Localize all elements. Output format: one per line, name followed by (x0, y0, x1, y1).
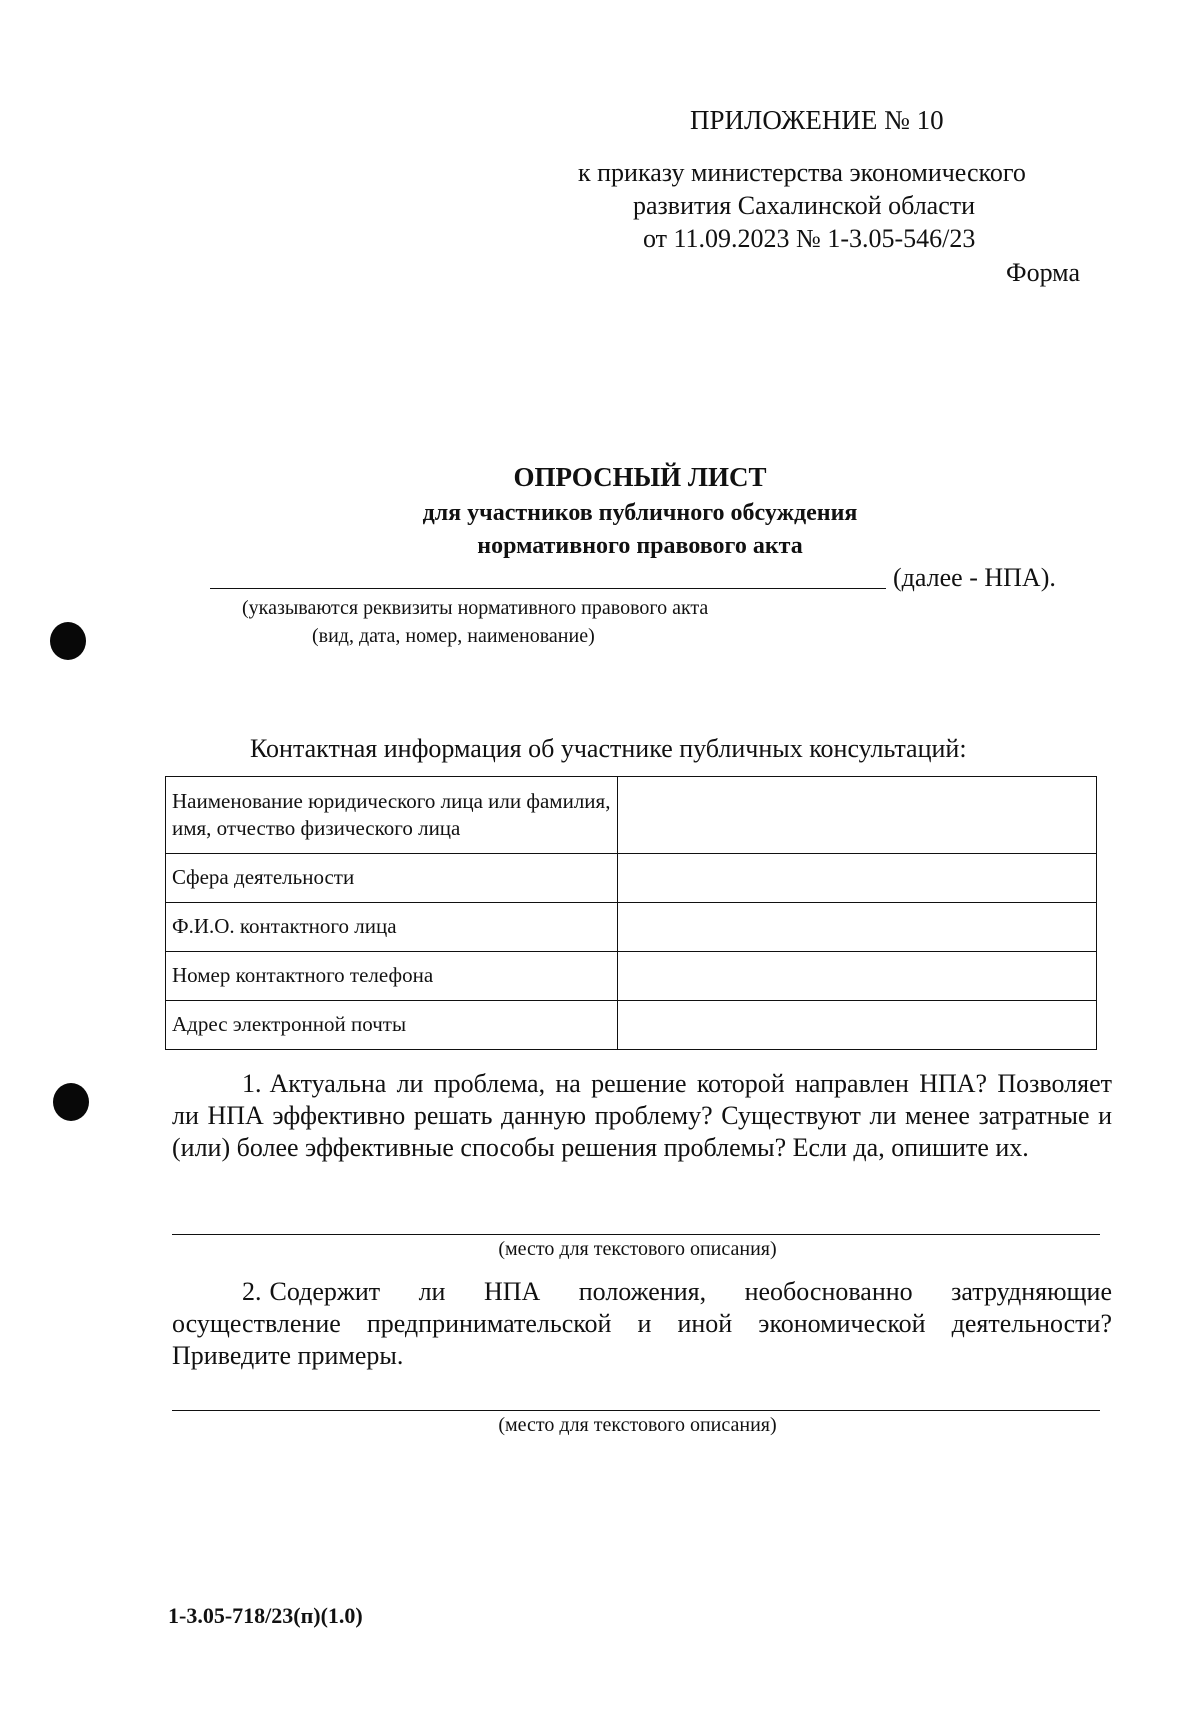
contact-value-activity[interactable] (618, 854, 1097, 903)
document-subtitle-2: нормативного правового акта (477, 533, 803, 559)
contact-value-name[interactable] (618, 777, 1097, 854)
question-1-number: 1. (242, 1069, 262, 1098)
act-hint-line-2: (вид, дата, номер, наименование) (312, 625, 595, 647)
answer-2-field[interactable] (172, 1410, 1100, 1411)
answer-1-hint: (место для текстового описания) (498, 1238, 777, 1260)
table-row (166, 854, 1097, 903)
punch-hole-top (50, 622, 86, 660)
document-code: 1-3.05-718/23(п)(1.0) (168, 1603, 363, 1628)
contact-value-phone[interactable] (618, 952, 1097, 1001)
table-row (166, 952, 1097, 1001)
document-title: ОПРОСНЫЙ ЛИСТ (513, 462, 767, 492)
question-1 (172, 1068, 1112, 1165)
document-subtitle-1: для участников публичного обсуждения (422, 500, 858, 526)
question-2 (172, 1276, 1112, 1373)
act-suffix: (далее - НПА). (893, 563, 1056, 592)
appendix-number: ПРИЛОЖЕНИЕ № 10 (690, 105, 944, 135)
table-row (166, 777, 1097, 854)
answer-2-hint: (место для текстового описания) (498, 1414, 777, 1436)
act-requisites-field[interactable] (210, 588, 886, 589)
question-2-text: Содержит ли НПА положения, необоснованно затрудняющие осуществление предпринимательской и иной экономической деятельности? Приведите примеры. (172, 1277, 1112, 1371)
order-reference-line-3: от 11.09.2023 № 1-3.05-546/23 (643, 224, 976, 253)
answer-1-field[interactable] (172, 1234, 1100, 1235)
order-reference-line-1: к приказу министерства экономического (578, 158, 1026, 187)
table-row (166, 1001, 1097, 1050)
contact-label-phone: Номер контактного телефона (166, 952, 618, 1001)
question-2-number: 2. (242, 1277, 262, 1306)
contact-value-person[interactable] (618, 903, 1097, 952)
contact-value-email[interactable] (618, 1001, 1097, 1050)
question-1-text: Актуальна ли проблема, на решение которой направлен НПА? Позволяет ли НПА эффективно решать данную проблему? Существуют ли менее затратные и (или) более эффективные способы решения проблемы? Если да, опишите их. (172, 1069, 1112, 1163)
contact-label-email: Адрес электронной почты (166, 1001, 618, 1050)
contact-label-name: Наименование юридического лица или фамилия, имя, отчество физического лица (166, 777, 618, 854)
act-hint-line-1: (указываются реквизиты нормативного правового акта (242, 597, 709, 619)
order-reference-line-2: развития Сахалинской области (633, 191, 976, 220)
punch-hole-bottom (53, 1083, 89, 1121)
table-row (166, 903, 1097, 952)
contact-label-person: Ф.И.О. контактного лица (166, 903, 618, 952)
contact-section-title: Контактная информация об участнике публичных консультаций: (250, 734, 967, 763)
form-label: Форма (1006, 258, 1080, 287)
contact-info-table (165, 776, 1097, 1050)
contact-label-activity: Сфера деятельности (166, 854, 618, 903)
